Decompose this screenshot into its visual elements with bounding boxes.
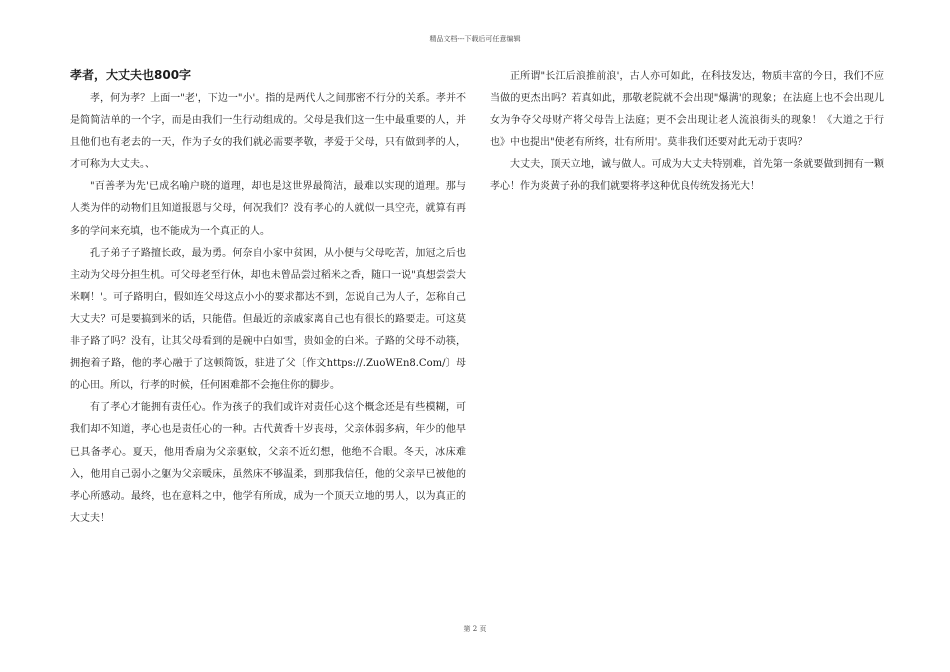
page-header: 精品文档---下载后可任意编辑 xyxy=(429,35,521,43)
paragraph: 有了孝心才能拥有责任心。作为孩子的我们或许对责任心这个概念还是有些模糊，可我们却不知道，孝心也是责任心的一种。古代黄香十岁丧母，父亲体弱多病，年少的他早已具备孝心。夏天，他用香扇为父亲驱蚊，父亲不近幻想，他绝不合眼。冬天，冰床难入，他用自己弱小之躯为父亲暖床，虽然床不够温柔，到那我信任，他的父亲早已被他的孝心所感动。最终，也在意料之中，他学有所成，成为一个顶天立地的男人，以为真正的大丈夫！ xyxy=(70,402,466,524)
paragraph: "百善孝为先'已成名喻户晓的道理，却也是这世界最简洁，最难以实现的道理。那与人类为伴的动物们且知道报恩与父母，何况我们？没有孝心的人就似一具空壳，就算有再多的学问来充填，也不能成为一个真正的人。 xyxy=(70,181,466,237)
paragraph: 孝，何为孝？上面一"老'，下边一"小'。指的是两代人之间那密不行分的关系。孝并不是简简洁单的一个字，而是由我们一生行动组成的。父母是我们这一生中最重要的人，并且他们也有老去的一天，作为子女的我们就必需要孝敬，孝爱于父母，只有做到孝的人，才可称为大丈夫。、 xyxy=(70,93,466,171)
page-number: 第 2 页 xyxy=(463,625,487,633)
paragraph: 正所谓"长江后浪推前浪'，古人亦可如此，在科技发达，物质丰富的今日，我们不应当做的更杰出吗？若真如此，那敬老院就不会出现"爆满'的现象；在法庭上也不会出现儿女为争夺父母财产将父母告上法庭；更不会出现让老人流浪街头的现象！《大道之于行也》中也提出"使老有所终，壮有所用'。莫非我们还要对此无动于衷吗？ xyxy=(490,71,884,149)
article-title: 孝者，大丈夫也800字 xyxy=(70,68,192,82)
right-column xyxy=(490,66,884,199)
paragraph: 孔子弟子子路擅长政，最为勇。何奈自小家中贫困，从小便与父母吃苦，加冠之后也主动为父母分担生机。可父母老至行休，却也未曾品尝过稻米之香，随口一说"真想尝尝大米啊！'。可子路明白，假如连父母这点小小的要求都达不到，怎说自己为人子，怎称自己大丈夫？可是要搞到米的话，只能借。但最近的亲戚家离自己也有很长的路要走。可这莫非子路了吗？没有，让其父母看到的是碗中白如雪，贵如金的白米。子路的父母不动筷，拥抱着子路，他的孝心融于了这顿简饭，驻进了父〔作文https://.ZuoWEn8.Com/〕母的心田。所以，行孝的时候，任何困难都不会拖住你的脚步。 xyxy=(70,247,466,392)
left-column xyxy=(70,66,466,530)
paragraph: 大丈夫，顶天立地，诚与做人。可成为大丈夫特别难，首先第一条就要做到拥有一颗孝心！作为炎黄子孙的我们就要将孝这种优良传统发扬光大！ xyxy=(490,159,884,193)
